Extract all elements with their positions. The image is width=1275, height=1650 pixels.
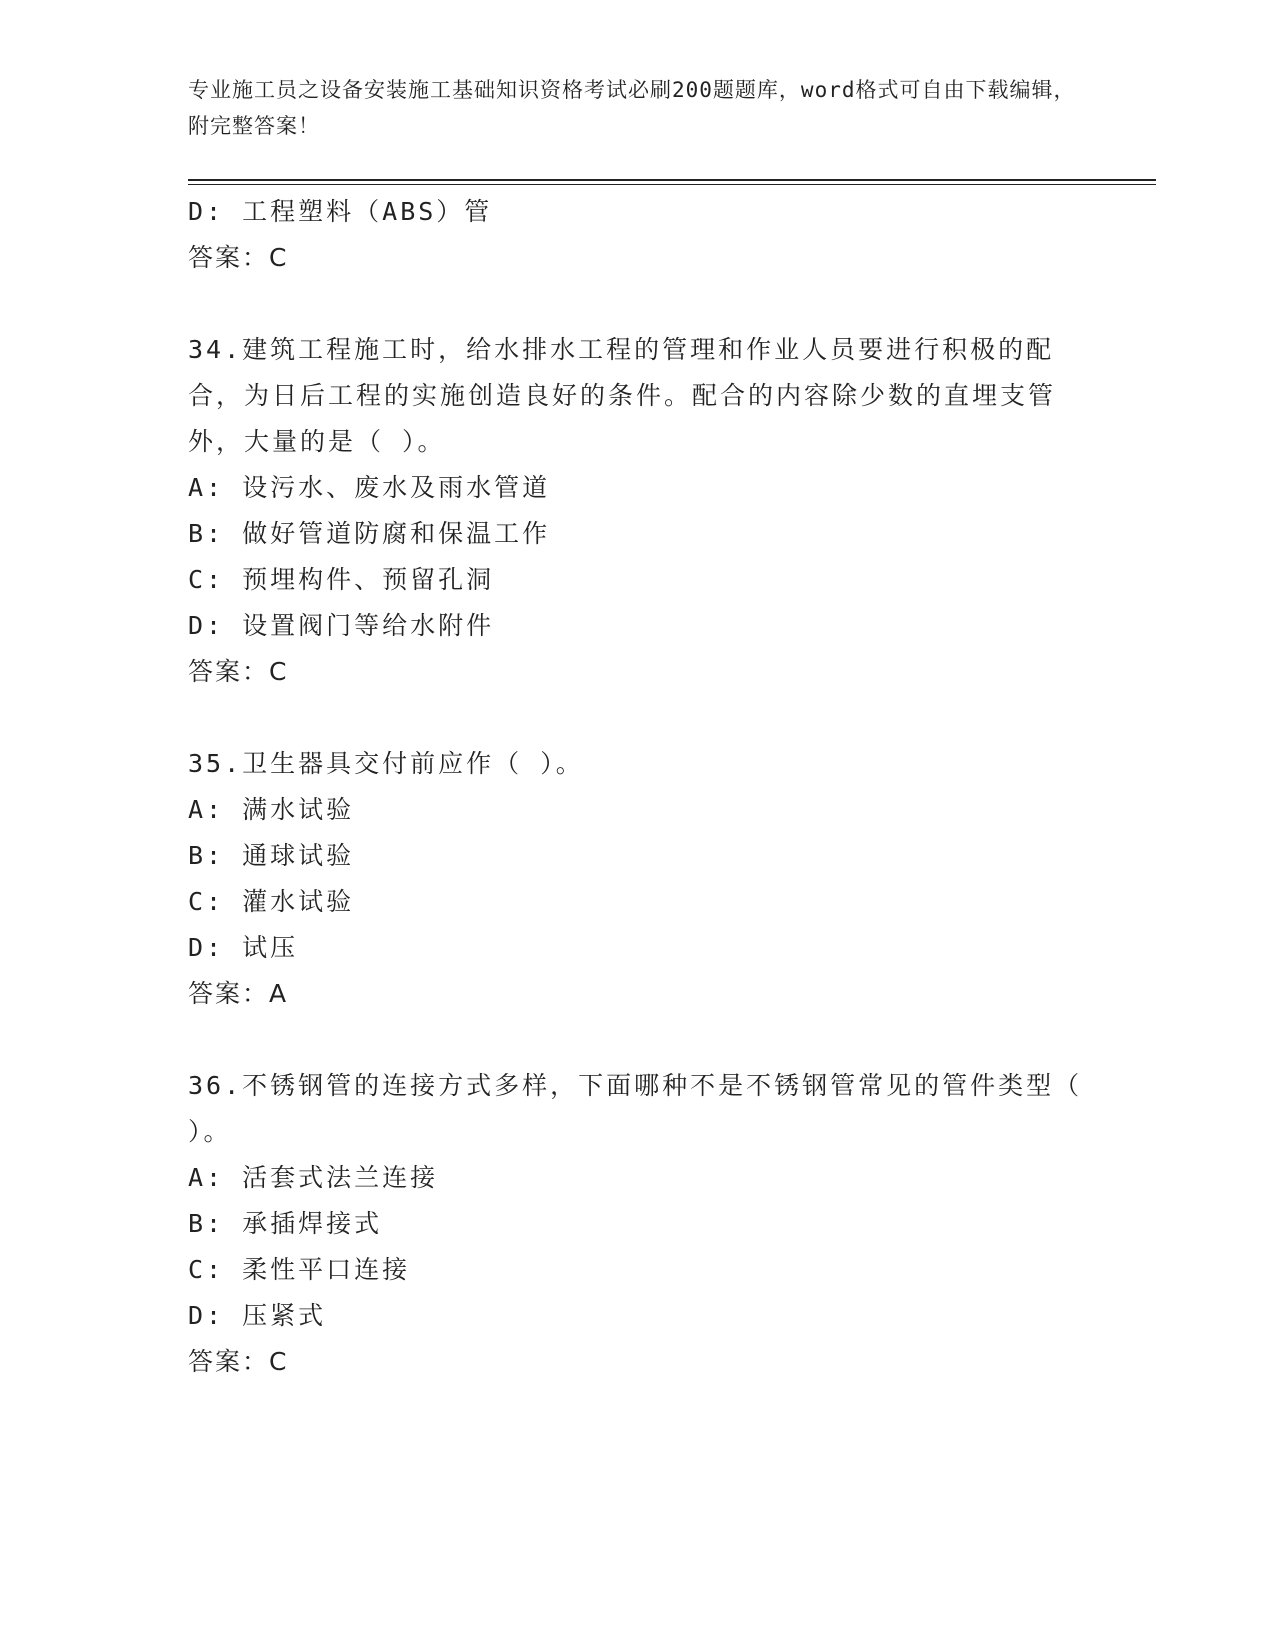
- spacer: [188, 695, 1088, 741]
- spacer: [188, 1017, 1088, 1063]
- question-35-text: 35.卫生器具交付前应作（ ）。: [188, 749, 584, 778]
- question-36-option-c: C: 柔性平口连接: [188, 1255, 411, 1284]
- page-header: 专业施工员之设备安装施工基础知识资格考试必刷200题题库，word格式可自由下载编辑，附完整答案！: [188, 78, 1076, 138]
- question-35-option-d: D: 试压: [188, 933, 299, 962]
- question-36-option-b: B: 承插焊接式: [188, 1209, 383, 1238]
- question-34-text: 34.建筑工程施工时，给水排水工程的管理和作业人员要进行积极的配合，为日后工程的实施创造良好的条件。配合的内容除少数的直埋支管外，大量的是（ ）。: [188, 335, 1057, 456]
- prev-option-d: D: 工程塑料（ABS）管: [188, 197, 493, 226]
- question-36-text: 36.不锈钢管的连接方式多样，下面哪种不是不锈钢管常见的管件类型（ ）。: [188, 1071, 1083, 1146]
- question-34-answer: 答案：C: [188, 657, 289, 686]
- question-34-option-d: D: 设置阀门等给水附件: [188, 611, 495, 640]
- question-35-option-b: B: 通球试验: [188, 841, 355, 870]
- spacer: [188, 281, 1088, 327]
- question-content: [188, 189, 1088, 1385]
- question-35-option-c: C: 灌水试验: [188, 887, 355, 916]
- question-34-option-a: A: 设污水、废水及雨水管道: [188, 473, 551, 502]
- question-36-option-a: A: 活套式法兰连接: [188, 1163, 439, 1192]
- question-36-answer: 答案：C: [188, 1347, 289, 1376]
- question-34-option-c: C: 预埋构件、预留孔洞: [188, 565, 495, 594]
- question-35-option-a: A: 满水试验: [188, 795, 355, 824]
- header-rule-thin: [188, 184, 1156, 185]
- question-36-option-d: D: 压紧式: [188, 1301, 327, 1330]
- question-35-answer: 答案：A: [188, 979, 289, 1008]
- question-34-option-b: B: 做好管道防腐和保温工作: [188, 519, 551, 548]
- header-rule-thick: [188, 179, 1156, 181]
- prev-answer: 答案：C: [188, 243, 289, 272]
